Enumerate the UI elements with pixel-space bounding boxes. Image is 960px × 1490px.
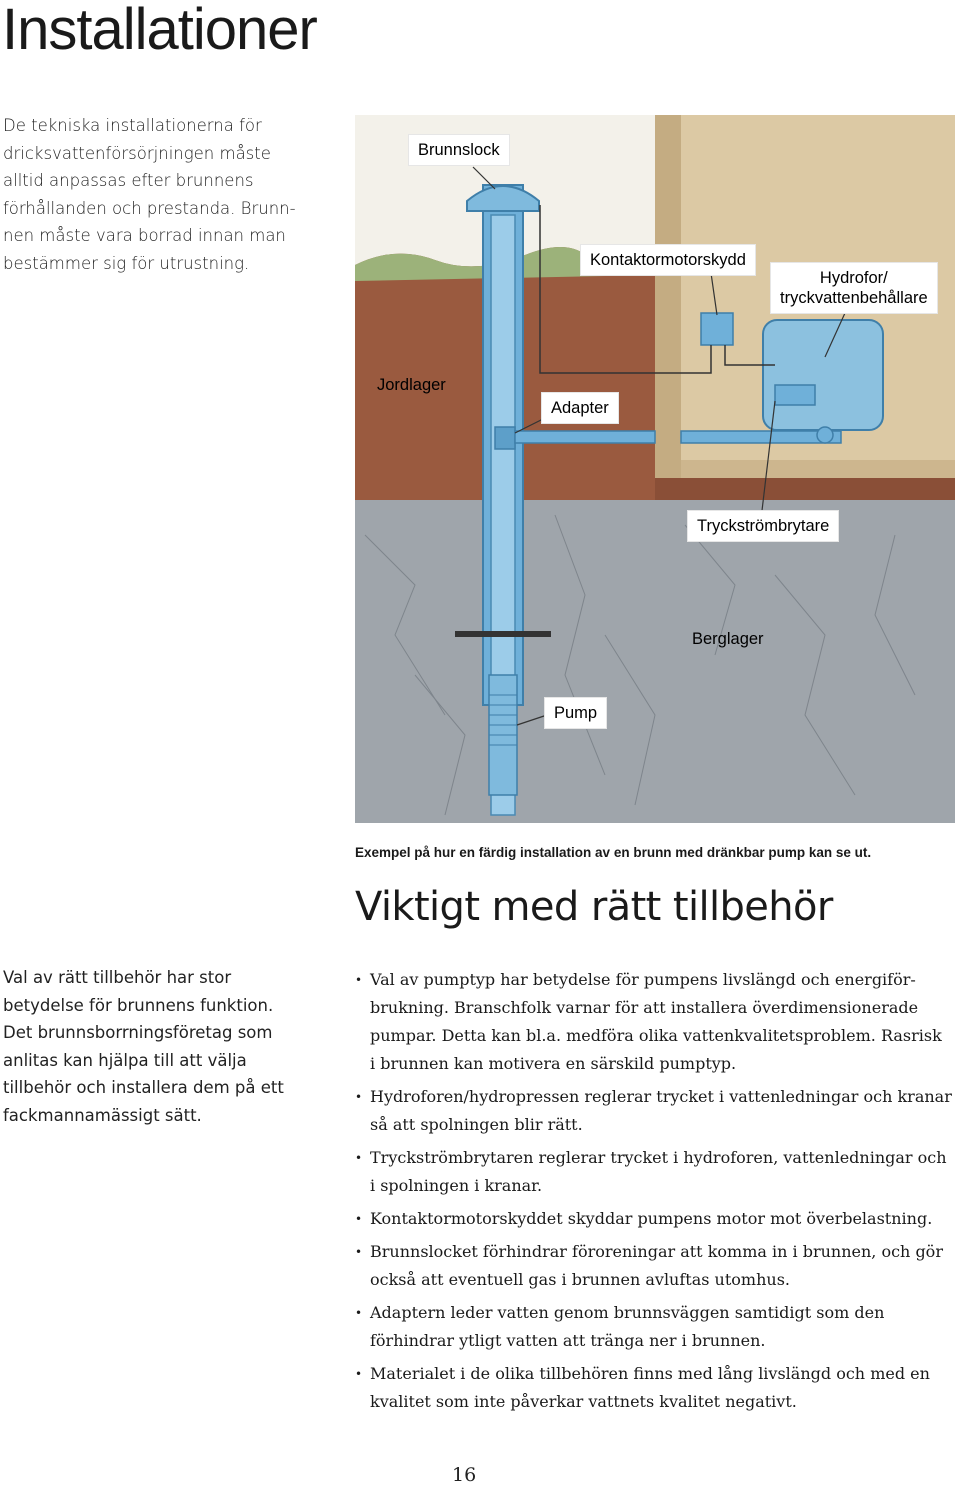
side-line: anlitas kan hjälpa till att välja [3, 1050, 247, 1070]
bullet-dot-icon: • [355, 1367, 363, 1381]
bullet-line: Adaptern leder vatten genom brunnsväggen samtidigt som den [370, 1303, 885, 1322]
bullet-dot-icon: • [355, 1245, 363, 1259]
adapter-fitting [495, 427, 515, 449]
bullet-line: pumpar. Detta kan bl.a. medföra olika vattenkvalitetsproblem. Rasrisk [370, 1026, 942, 1045]
bullet-item [355, 1205, 955, 1233]
bullet-line: också att eventuell gas i brunnen avluftas utomhus. [370, 1270, 790, 1289]
side-line: Val av rätt tillbehör har stor [3, 968, 232, 987]
intro-line: De tekniska installationerna för [3, 116, 262, 135]
bullet-line: kvalitet som inte påverkar vattnets kvalitet negativt. [370, 1392, 797, 1411]
label-hydrofor-line1: Hydrofor/ [819, 269, 888, 287]
bullet-line: Hydroforen/hydropressen reglerar trycket i vattenledningar och kranar [370, 1087, 952, 1106]
label-kontaktormotorskydd: Kontaktormotorskydd [581, 245, 755, 275]
bullet-item [355, 1360, 955, 1416]
side-line: tillbehör och installera dem på ett [3, 1078, 284, 1098]
label-hydrofor-line2: tryckvattenbehållare [780, 289, 928, 307]
page-title: Installationer [2, 0, 317, 62]
pressure-switch [775, 385, 815, 405]
bullet-dot-icon: • [355, 1212, 363, 1226]
bullet-item [355, 1144, 955, 1200]
intro-line: dricksvattenförsörjningen måste [3, 143, 271, 163]
bullet-item [355, 1083, 955, 1139]
bullet-line: brukning. Branschfolk varnar för att installera överdimensionerade [370, 998, 919, 1017]
well-diagram-svg [355, 115, 955, 823]
bullet-line: Brunnslocket förhindrar föroreningar att komma in i brunnen, och gör [370, 1242, 943, 1261]
side-line: fackmannamässigt sätt. [3, 1105, 202, 1125]
side-line: betydelse för brunnens funktion. [3, 995, 274, 1015]
label-adapter: Adapter [542, 393, 618, 423]
bullet-dot-icon: • [355, 973, 363, 987]
intro-line: bestämmer sig för utrustning. [3, 253, 250, 273]
section-heading: Viktigt med rätt tillbehör [355, 884, 833, 930]
bullet-line: Kontaktormotorskyddet skyddar pumpens motor mot överbelastning. [370, 1209, 933, 1228]
motor-protection-box [701, 313, 733, 345]
bullet-line: förhindrar ytligt vatten att tränga ner i brunnen. [370, 1331, 766, 1350]
bullet-item [355, 966, 955, 1078]
side-paragraph [3, 964, 333, 1130]
bullet-dot-icon: • [355, 1151, 363, 1165]
bullet-line: i brunnen kan motivera en särskild pumptyp. [370, 1054, 737, 1073]
label-hydrofor [771, 263, 937, 313]
bullet-line: Tryckströmbrytaren reglerar trycket i hydroforen, vattenledningar och [370, 1148, 947, 1167]
bullet-item [355, 1299, 955, 1355]
label-pump: Pump [545, 698, 606, 728]
intro-paragraph [3, 112, 333, 278]
valve [817, 427, 833, 443]
label-berglager: Berglager [692, 630, 764, 648]
label-tryckstrombrytare: Tryckströmbrytare [688, 511, 838, 541]
side-line: Det brunnsborrningsföretag som [3, 1023, 273, 1043]
supply-pipe [515, 431, 655, 443]
well-installation-illustration [355, 115, 955, 823]
figure-caption: Exempel på hur en färdig installation av en brunn med dränkbar pump kan se ut. [355, 845, 872, 860]
page-number: 16 [452, 1464, 477, 1486]
bullet-line: Materialet i de olika tillbehören finns med lång livslängd och med en [370, 1364, 930, 1383]
intro-line: förhållanden och prestanda. Brunn- [3, 198, 296, 218]
bullet-line: Val av pumptyp har betydelse för pumpens livslängd och energiför- [370, 970, 916, 989]
pressure-tank [763, 320, 883, 430]
label-brunnslock: Brunnslock [409, 135, 509, 165]
soil-under-house [655, 478, 955, 500]
house-wall-edge [655, 115, 681, 500]
accessory-bullet-list [355, 966, 955, 1421]
house-floor [681, 460, 955, 478]
bullet-dot-icon: • [355, 1090, 363, 1104]
bullet-line: i spolningen i kranar. [370, 1176, 543, 1195]
label-jordlager: Jordlager [377, 376, 446, 394]
intro-line: alltid anpassas efter brunnens [3, 171, 254, 191]
intro-line: nen måste vara borrad innan man [3, 226, 286, 246]
casing-flange [455, 631, 551, 637]
bullet-line: så att spolningen blir rätt. [370, 1115, 583, 1134]
bullet-item [355, 1238, 955, 1294]
bullet-dot-icon: • [355, 1306, 363, 1320]
rock-layer [355, 500, 955, 823]
